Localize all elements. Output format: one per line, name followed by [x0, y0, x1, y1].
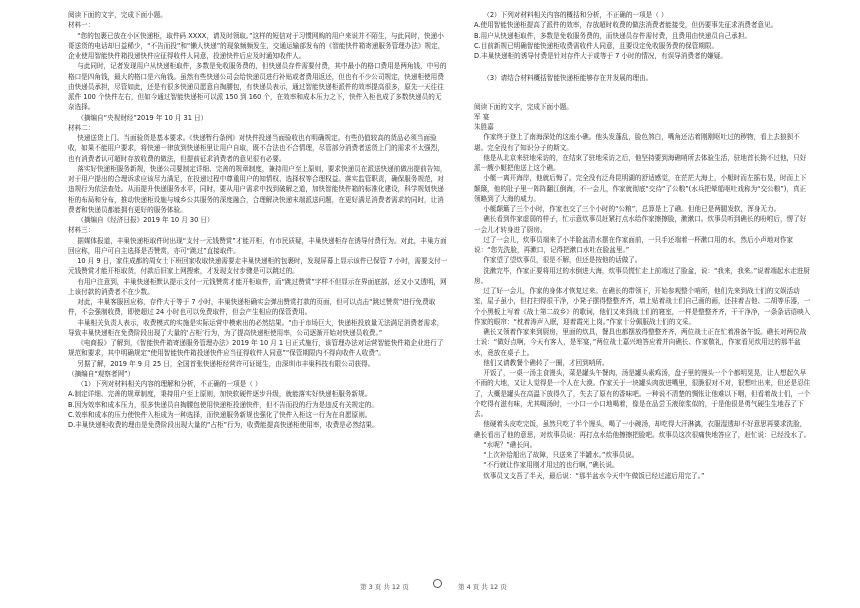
source-note: （摘编自“观察者网”）: [68, 369, 135, 378]
source-note: （摘编自“央视财经”2019 年 10 月 31 日）: [77, 113, 208, 122]
section-label: 材料三：: [68, 226, 95, 235]
paragraph: 炊事员又支吾了半天，最后说：“那半盆水今天中午做饭已经过滤后用完了。”: [483, 471, 705, 480]
paragraph: “水呢？”礁长问。: [483, 440, 537, 449]
story-author: 朱胜嘉: [474, 123, 494, 131]
section-label: 材料一：: [68, 21, 95, 30]
section-label: 材料二：: [68, 123, 95, 132]
paragraph: 据媒体报道，丰巢快递柜取件时出现“支付一元钱赞赏”才能开柜，有市民质疑，丰巢快递柜存在诱导付费行为。对此，丰巢方面回应称，用户可自主选择是否赞赏，亦可“跳过”直接取件。: [68, 236, 447, 255]
option-a: A.制定详细、完善的规章制度，秉持用户至上原则，加快软硬件逐步升级，就能落实好快递柜服务新规。: [68, 390, 372, 399]
paragraph: 小艇一离开海岸，他就后悔了。完全没有泛舟昆明湖的舒适感觉，在茫茫大海上，小艇时而左摇右晃，时而上下颠簸，他的肚子里一阵阵翻江倒海，不一会儿，作家就彻底“交待”了公粮”(水兵把晕船呕吐戏称为“交公粮”)，真正领略到了大海的威力。: [474, 174, 807, 203]
instruction: 阅读下面的文字，完成下面小题。: [474, 102, 573, 111]
paragraph: 另据了解，2019 年 9 月 25 日，全国首张快递柜经营许可证诞生，由深圳市丰巢科技有限公司获得。: [77, 359, 375, 368]
paragraph: 过了一会儿，炊事员端来了小半脸盆清水摆在作家面前，一只手还端着一杯漱口用的水，然后小声地对作家说：“您先洗脸，再漱口，记得把漱口水吐在脸盆里。”: [474, 235, 794, 254]
paragraph: “不行就让作家用刚才用过的也行啊，”礁长说。: [483, 461, 619, 470]
paragraph: 过了好一会儿，作家的身体才恢复过来。在礁长的带领下，开始参观整个哨所，他们先来到战士们的文娱活动室，屋子虽小，但打扫得很干净，小凳子摆得整整齐齐，墙上贴着战士们自己画的画，还挂着吉他、二胡等乐器，一个小黑板上写着《战士第二故乡》的歌词，他们又来到战士们的寝室，一样是整整齐齐，干干净净，一条条话语映入作家的眼帘：“枕着涛声入眠，迎着霞光上岗。”作家十分佩服战士们的文采。: [474, 287, 811, 326]
paragraph: 礁长看到作家虚弱的样子，忙示意炊事员赶紧打点水给作家擦擦脸，漱漱口。炊事员听到礁长的吩咐后，愣了好一会儿才转身进了厨房。: [474, 215, 807, 234]
option-d: D.丰巢快递柜的诱导付费是针对存件大于或等于 7 小时的情况，有误导消费者的嫌疑。: [474, 52, 727, 60]
right-column: [474, 10, 812, 481]
option-a: A.使用智能快递柜提高了派件的效率，存放超时收费的做法消费者能接受，但仍要事先征求消费者意见。: [474, 21, 778, 30]
paragraph: 作家望了望炊事员，很是不解，但还是按他的话做了。: [483, 256, 642, 265]
paragraph: 他是从北京来驻地采访的，在结束了驻地采访之后，他坚持要到海礁哨所去体验生活，驻地首长拗不过他，只好派一艘小艇把他送上这个礁。: [474, 153, 807, 172]
paragraph: 他们又请教餐个礁转了一圈，才回到哨所。: [483, 358, 609, 367]
paragraph: 有用户注意到，丰巢快递柜默认提示支付一元钱赞赏才能开柜取件，而“跳过赞赏”字样不但显示在界面底部，还又小又透明，网上该付款的消费者不在少数。: [68, 277, 447, 296]
source-note: （摘编自《经济日报》2019 年 10 月 30 日）: [77, 216, 214, 224]
paragraph: “您的包裹已放在小区快递柜，取件码 XXXX，请及时领取。”这样的短信对于习惯网购的用户来说并不陌生，与此同时，快递小哥送货的电话却日益稀少，“不告而投”和“懒人快递”的现象频频发生，交通运输部发布的《智能快件箱寄递服务管理办法》规定，企业使用智能快件箱投递快件应征得收件人同意，投递快件后应及时通知收件人。: [68, 31, 445, 60]
paragraph: 《电商报》了解到，《智能快件箱寄递服务管理办法》2019 年 10 月 1 日正式施行，该管理办法对运营智能快件箱企业进行了规范和要求，其中明确规定“使用智能快件箱投递快件应当征得收件人同意”“保管期限内不得向收件人收费”。: [68, 339, 444, 358]
option-b: B.用户从快递柜取件，多数是免收服务费的，而快递员存件需付费，且费用由快递员自己承担。: [474, 31, 751, 40]
paragraph: 与此同时，记者发现用户从快递柜取件，多数是免收服务费的，但快递员存件需要付费，其中最小的格口费用是两角钱，中号的格口是四角钱，最大的格口是六角钱。虽然有些快递公司会给快递员进行补贴或者费用返还，但也有不少公司规定，快递柜使用费由快递员承担，尽管如此，还是有很多快递员愿意自掏腰包，有快递员表示，通过智能快递柜派件的效率提高很多，原先一天往往派件 100 个快件左右，但如今通过智能快递柜可以派 150 到 160 个，在效率和成本压力之下，快件入柜也成了多数快递员的无奈选择。: [68, 62, 447, 112]
paragraph: 落实好快递柜服务新规，快递公司要制定详细、完善的规章制度，兼持用户至上原则，要求快递员在派送快递前做出提前告知，对于用户提出的合理诉求应该尽力满足，在投递过程中尊重用户的知情权、选择权等合理权益。落实监管职责，确保服务规范，对违规行为依法查处。从而提升快递服务水平，同时，要从用户需求中找到破解之道，加快智能快件箱的标准化建设，科学规划快递柜的布局和分布，推动快递柜设施与城乡公共服务的深度融合，合理解决快递末端派送问题，在更好满足消费者需求的同时，让消费者和快递员都能拥有更好的服务体验。: [68, 164, 447, 214]
question: （1）下列对材料相关内容的理解和分析，不正确的一项是（ ）: [77, 380, 262, 388]
paragraph: 开饭了，一桌一汤主食馒头，菜是罐头午餐肉，汤是罐头素鸡汤，盘子里的馒头一个个都明晃晃，让人想起久早不雨的大地，又让人觉得是一个人在大漠。作家关于一块罐头肉放进嘴里，很脆很对不对，很想吐出来，但还是忍住了，大概是罐头在高温下放得久了，失去了原有的香味吧。一种说不清楚的惆怅让他难以下咽，但看着战士们，一个个吃得有滋有味，尤其喝汤时，一小口一小口地喝着，像是在品尝玉液琼浆似的，于是他很是勇气硬生生地吞了下去。: [474, 369, 811, 418]
question: （3）请结合材料概括智能快递柜能够存在并发展的理由。: [483, 74, 653, 83]
option-b: B.因为效率和成本压力，很多快递员自掏腰包使用快递柜投递快件，但不告而投的行为是违反有关规定的。: [68, 400, 378, 409]
option-d: D.丰巢快递柜收费的理由是免费阶段出现大量的“占柜”行为，收费能提高快递柜使用率，收费是必然结果。: [68, 421, 379, 429]
paragraph: 快递送货上门、当面验货是基本要求。《快递暂行条例》对快件投递当面验收也有明确规定。有些仍值较高的货品必须当面验收，如果不能用户要求，将快递一律放到快递柜里让用户自取，既不合法也不合情理，尽管部分消费者送货上门的需求不太强烈，也有消费者认可超时存放收费的做法，但提前征求消费者的意见很有必要。: [68, 134, 444, 163]
paragraph: 10 月 9 日，家住成都的周女士下班回家收取快递需要走丰巢快递柜的包裹时，发现屏幕上显示该件已保管 7 小时，需要支付一元钱赞赏才能开柜取货，付款后旧家上网搜索，才发现支付步骤是可以跳过的。: [68, 257, 448, 276]
page-number-left: 第 3 页 共 12 页: [360, 583, 409, 591]
paragraph: 作家终于登上了南海深处的这座小礁。他头发蓬乱，脸色煞白，嘴角还沾着刚刚呕吐过的秽物，看上去狼狈不堪。完全没有了知识分子的斯文。: [474, 133, 800, 152]
paragraph: 洗漱完毕，作家正要将用过的水倒进大海，炊事员慌忙走上前端过了脸盆，说：“我来，我来。”说着端起水走进厨房。: [474, 266, 810, 285]
question: （2）下列对材料相关内容的概括和分析，不正确的一项是（ ）: [483, 11, 668, 19]
paragraph: 礁长又领着作家来到厨房，里面的炊具，餐具也都摆放得整整齐齐，两位战士正在忙着准备午饭。礁长对两位战士说：“做好点啊，今天有客人，是军宴，”两位战士嘉兴地答应着并向礁长、作家敬礼，作家看见炊用过的那半盆水，竟放在桌子上。: [474, 328, 807, 357]
paragraph: 小艇颠簸了三个小时，作家也交了三个小时的“公粮”，总算是上了礁。但他已是两腿发软，浑身无力。: [483, 205, 781, 213]
left-column: [68, 10, 448, 430]
story-title: 军 宴: [474, 112, 490, 121]
paragraph: 阅读下面的文字，完成下面小题。: [68, 11, 167, 19]
option-c: C.目前新规已明确智能快递柜收费需收件人同意，且要设定免收服务费的保管期限。: [474, 41, 719, 50]
paragraph: 丰巢相关负责人表示，收费模式的实施是实际运营中模索出的必然结果。“由于市场巨大，快递柜投放量无法满足消费者需求，导致丰巢快递柜在免费阶段出现了大量的‘占柜’行为，为了提高快递柜使用率，公司逐渐开始对快递员收费。”: [68, 318, 444, 337]
paragraph: 他硬着头皮吃完饭，虽然只吃了半个馒头，喝了一小碗汤，却吃得大汗淋漓，衣服湿透却不好意思再要求洗脸，礁长看出了他的意思，对炊事员说：再打点水给他擦擦把脸吧。炊事员这次很痛快地答应了，赶忙说：已经没水了。: [474, 420, 811, 439]
page-number-right: 第 4 页 共 12 页: [458, 583, 507, 591]
binding-circle-icon: [433, 579, 442, 588]
paragraph: 对此，丰巢客服回应称，存件大于等于 7 小时，丰巢快递柜确实会弹出赞赏打款的页面，但可以点击“跳过赞赏”进行免费取件，不会强制收费，即使超过 24 小时也可以免费取件，但会产生相应的保管费用。: [68, 298, 436, 317]
option-c: C.效率和成本的压力使快件入柜成为一种选择，而快递服务新规也强化了快件入柜这一行为在自愿原则。: [68, 410, 372, 419]
paragraph: “上次补给船出了故障，只送来了半罐水。”炊事员说。: [483, 451, 639, 459]
